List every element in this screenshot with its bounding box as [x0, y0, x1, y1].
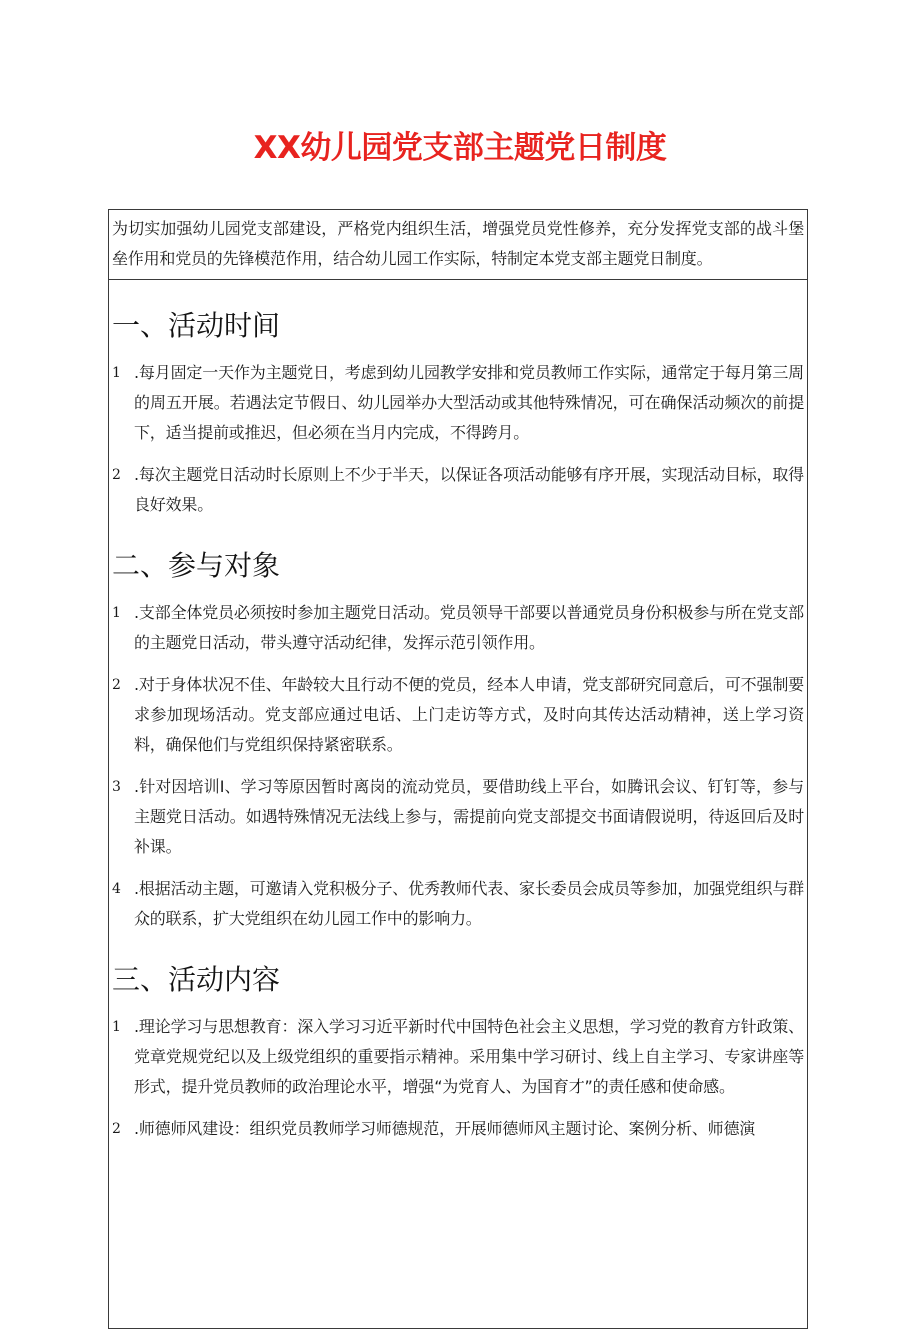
item-text: .对于身体状况不佳、年龄较大且行动不便的党员，经本人申请，党支部研究同意后，可不强制要求参加现场活动。党支部应通过电话、上门走访等方式，及时向其传达活动精神，送上学习资料，确保他们与党组织保持紧密联系。	[134, 675, 804, 754]
item-number: 1	[112, 1019, 121, 1035]
list-item	[112, 358, 804, 448]
item-text: .理论学习与思想教育：深入学习习近平新时代中国特色社会主义思想，学习党的教育方针政策、党章党规党纪以及上级党组织的重要指示精神。采用集中学习研讨、线上自主学习、专家讲座等形式，提升党员教师的政治理论水平，增强“为党育人、为国育才”的责任感和使命感。	[134, 1017, 804, 1096]
content-box	[108, 209, 808, 1329]
intro-paragraph: 为切实加强幼儿园党支部建设，严格党内组织生活，增强党员党性修养，充分发挥党支部的战斗堡垒作用和党员的先锋模范作用，结合幼儿园工作实际，特制定本党支部主题党日制度。	[112, 219, 804, 268]
content-inner	[112, 214, 804, 1156]
item-number: 1	[112, 365, 121, 381]
section-heading: 三、活动内容	[112, 963, 281, 996]
list-item	[112, 772, 804, 862]
item-number: 1	[112, 605, 121, 621]
item-text: .师德师风建设：组织党员教师学习师德规范，开展师德师风主题讨论、案例分析、师德演	[134, 1119, 756, 1138]
intro-row	[112, 214, 804, 280]
item-number: 2	[112, 467, 121, 483]
list-item	[112, 874, 804, 934]
list-item	[112, 1012, 804, 1102]
list-item	[112, 670, 804, 760]
list-item	[112, 460, 804, 520]
item-number: 3	[112, 779, 121, 795]
section-heading: 二、参与对象	[112, 549, 281, 582]
section-activity-content	[112, 960, 804, 1144]
item-text: .每次主题党日活动时长原则上不少于半天，以保证各项活动能够有序开展，实现活动目标，取得良好效果。	[134, 465, 804, 514]
item-number: 2	[112, 677, 121, 693]
item-number: 4	[112, 881, 121, 897]
item-text: .针对因培训I、学习等原因暂时离岗的流动党员，要借助线上平台，如腾讯会议、钉钉等，参与主题党日活动。如遇特殊情况无法线上参与，需提前向党支部提交书面请假说明，待返回后及时补课。	[134, 777, 804, 856]
item-text: .支部全体党员必须按时参加主题党日活动。党员领导干部要以普通党员身份积极参与所在党支部的主题党日活动，带头遵守活动纪律，发挥示范引领作用。	[134, 603, 804, 652]
item-text: .每月固定一天作为主题党日，考虑到幼儿园教学安排和党员教师工作实际，通常定于每月第三周的周五开展。若遇法定节假日、幼儿园举办大型活动或其他特殊情况，可在确保活动频次的前提下，适当提前或推迟，但必须在当月内完成，不得跨月。	[134, 363, 804, 442]
item-number: 2	[112, 1121, 121, 1137]
list-item	[112, 598, 804, 658]
section-heading: 一、活动时间	[112, 309, 281, 342]
section-activity-time	[112, 306, 804, 520]
item-text: .根据活动主题，可邀请入党积极分子、优秀教师代表、家长委员会成员等参加，加强党组织与群众的联系，扩大党组织在幼儿园工作中的影响力。	[134, 879, 804, 928]
document-title: XX幼儿园党支部主题党日制度	[253, 130, 667, 166]
section-participants	[112, 546, 804, 934]
list-item	[112, 1114, 804, 1144]
intro-divider	[109, 279, 807, 280]
